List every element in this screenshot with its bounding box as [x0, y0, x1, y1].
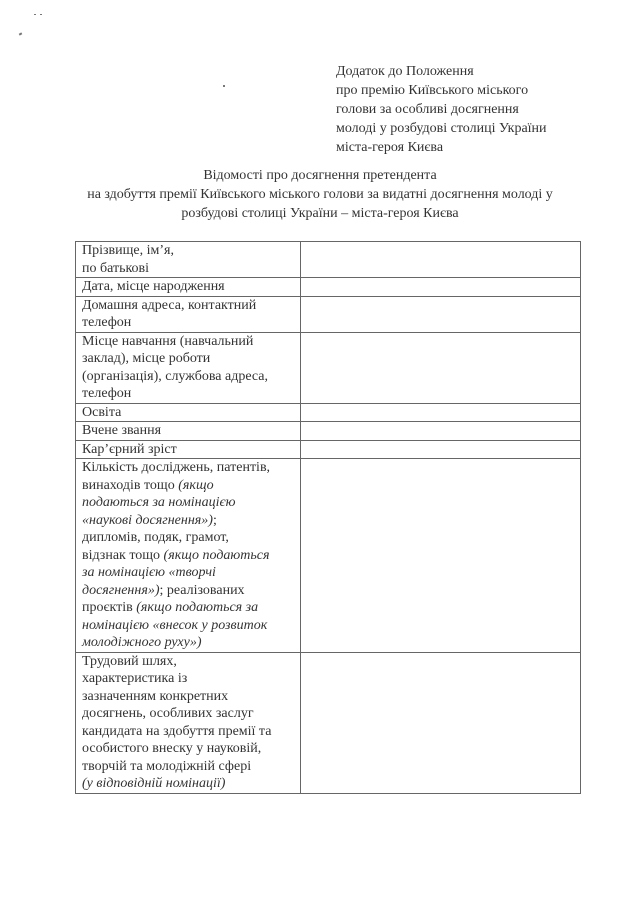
- heading-line: розбудові столиці України – міста-героя Києва: [181, 206, 459, 221]
- label-line: [82, 494, 300, 512]
- label-line: [82, 547, 300, 565]
- label-text: Кількість досліджень, патентів,: [82, 460, 271, 475]
- appendix-line: про премію Київського міського: [336, 83, 529, 98]
- label-line: телефон: [82, 386, 132, 401]
- label-line: Вчене звання: [82, 423, 162, 438]
- label-line: (організація), службова адреса,: [82, 368, 268, 384]
- career-growth-field[interactable]: [301, 440, 581, 459]
- label-line: творчій та молодіжній сфері: [82, 758, 252, 774]
- heading-line: на здобуття премії Київського міського голови за видатні досягнення молоді у: [87, 187, 553, 202]
- study-work-place-field[interactable]: [301, 332, 581, 403]
- label-text: дипломів, подяк, грамот,: [82, 530, 229, 545]
- scan-speck: [34, 14, 36, 15]
- table-row: [76, 403, 581, 422]
- label-line: Місце навчання (навчальний: [82, 333, 254, 349]
- label-text: проєктів: [82, 600, 137, 615]
- row-label: [76, 332, 301, 403]
- table-row: [76, 652, 581, 793]
- table-row: [76, 242, 581, 278]
- heading-line: Відомості про досягнення претендента: [203, 168, 437, 183]
- table-row: [76, 296, 581, 332]
- label-line: [82, 512, 300, 530]
- appendix-line: Додаток до Положення: [336, 64, 474, 79]
- education-field[interactable]: [301, 403, 581, 422]
- label-line: [82, 634, 300, 652]
- row-label: [76, 403, 301, 422]
- table-row: [76, 332, 581, 403]
- label-text: винаходів тощо: [82, 477, 179, 493]
- label-note: досягнення»): [82, 582, 160, 598]
- label-line: Трудовий шлях,: [82, 653, 177, 669]
- label-note: молодіжного руху»): [82, 635, 202, 650]
- table-row: [76, 278, 581, 297]
- scan-speck: [40, 14, 42, 15]
- label-line: [82, 459, 300, 477]
- label-line: Освіта: [82, 404, 122, 420]
- label-line: зазначенням конкретних: [82, 688, 229, 704]
- career-path-field[interactable]: [301, 652, 581, 793]
- row-label: [76, 440, 301, 459]
- label-line: досягнень, особливих заслуг: [82, 706, 254, 721]
- label-note: (якщо подаються: [163, 547, 270, 563]
- row-label: [76, 652, 301, 793]
- label-line: кандидата на здобуття премії та: [82, 723, 272, 739]
- academic-title-field[interactable]: [301, 422, 581, 441]
- scan-speck: [19, 32, 23, 35]
- scan-speck: [223, 85, 225, 87]
- label-note: за номінацією «творчі: [82, 565, 216, 580]
- label-line: по батькові: [82, 260, 150, 276]
- achievements-count-field[interactable]: [301, 459, 581, 653]
- row-label: [76, 422, 301, 441]
- appendix-line: молоді у розбудові столиці України: [336, 121, 547, 136]
- label-line: [82, 582, 300, 600]
- table-row: [76, 422, 581, 441]
- label-note: (якщо: [178, 477, 214, 493]
- label-line: Домашня адреса, контактний: [82, 297, 257, 313]
- label-text: ; реалізованих: [159, 582, 245, 598]
- home-address-phone-field[interactable]: [301, 296, 581, 332]
- full-name-field[interactable]: [301, 242, 581, 278]
- label-note: подаються за номінацією: [82, 495, 236, 510]
- label-note: (якщо подаються за: [136, 600, 259, 615]
- table-row: [76, 440, 581, 459]
- label-line: [82, 564, 300, 582]
- applicant-form-table: [75, 241, 581, 794]
- label-line: характеристика із: [82, 671, 188, 686]
- label-text: відзнак тощо: [82, 547, 164, 563]
- label-note: номінацією «внесок у розвиток: [82, 617, 268, 633]
- label-text: ;: [212, 512, 217, 528]
- birth-date-place-field[interactable]: [301, 278, 581, 297]
- label-line: особистого внеску у науковій,: [82, 741, 262, 756]
- label-note: (у відповідній номінації): [82, 776, 226, 791]
- label-line: [82, 529, 300, 547]
- label-line: Кар’єрний зріст: [82, 441, 177, 457]
- appendix-line: міста-героя Києва: [336, 140, 444, 155]
- row-label: [76, 459, 301, 653]
- appendix-line: голови за особливі досягнення: [336, 102, 519, 117]
- row-label: [76, 242, 301, 278]
- label-line: заклад), місце роботи: [82, 351, 211, 366]
- label-line: [82, 599, 300, 617]
- appendix-note: [336, 62, 547, 157]
- label-note: «наукові досягнення»): [82, 512, 213, 528]
- row-label: [76, 296, 301, 332]
- label-line: [82, 617, 300, 635]
- document-heading: [60, 166, 580, 223]
- table-row: [76, 459, 581, 653]
- label-line: телефон: [82, 315, 132, 330]
- label-line: Прізвище, ім’я,: [82, 243, 174, 258]
- label-line: [82, 477, 300, 495]
- row-label: [76, 278, 301, 297]
- label-line: Дата, місце народження: [82, 279, 225, 294]
